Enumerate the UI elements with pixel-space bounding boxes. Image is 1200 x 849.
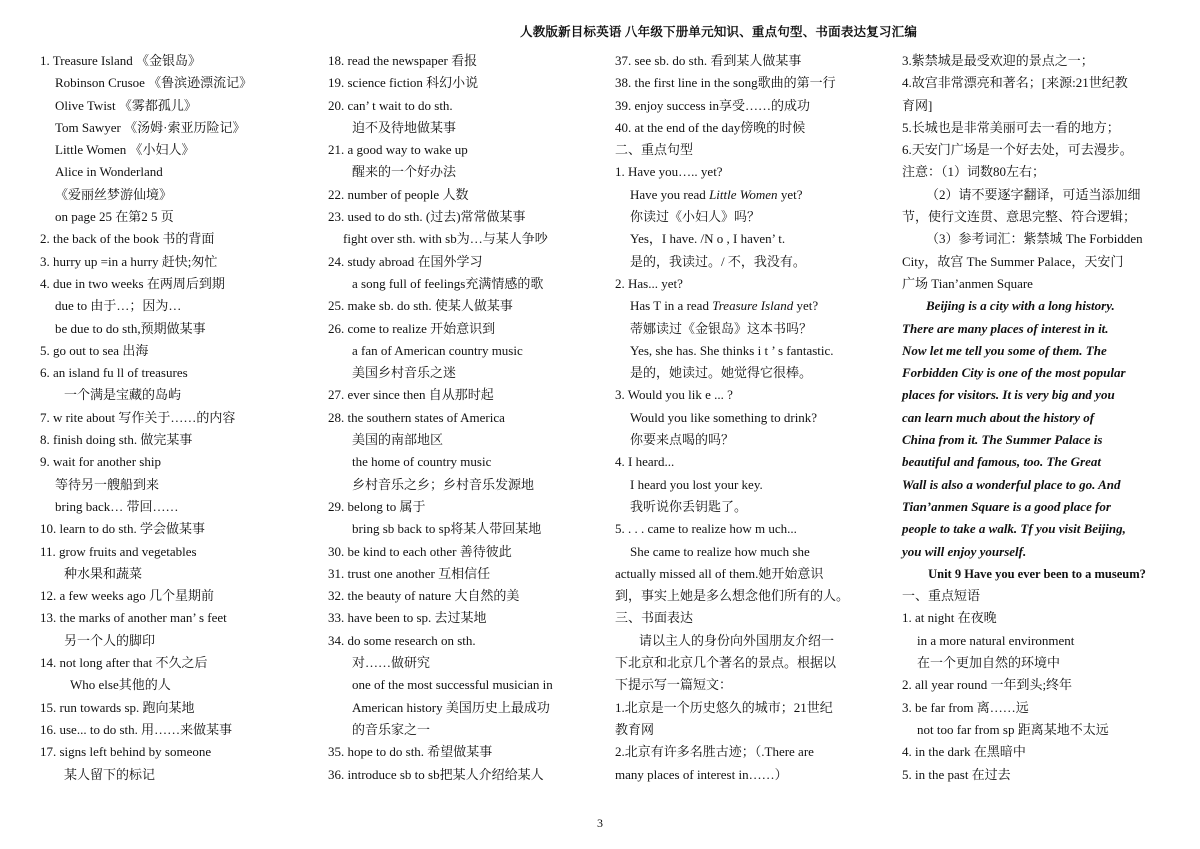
essay-line: people to take a walk. Tf you visit Beijing, — [902, 521, 1126, 537]
text-line: one of the most successful musician in — [352, 677, 553, 693]
text-line: 37. see sb. do sth. 看到某人做某事 — [615, 53, 802, 68]
text-line: due to 由于…；因为… — [55, 298, 182, 314]
text-line: 2.北京有许多名胜古迹；（.There are — [615, 744, 814, 760]
column-1 — [40, 50, 310, 786]
text-line: 6.天安门广场是一个好去处，可去漫步。 — [902, 142, 1133, 158]
text-line: 广场 Tian’anmen Square — [902, 275, 1033, 291]
text-line: Would you like something to drink? — [630, 409, 818, 425]
text-line: 14. not long after that 不久之后 — [40, 655, 208, 671]
text-line: 是的，我读过。/ 不，我没有。 — [630, 253, 806, 269]
text-line: 等待另一艘船到来 — [55, 476, 160, 492]
text-line: 1.北京是一个历史悠久的城市；21世纪 — [615, 699, 833, 715]
essay-line: There are many places of interest in it. — [902, 320, 1109, 336]
text-line: （3）参考词汇：紫禁城 The Forbidden — [926, 231, 1143, 247]
text-line: be due to do sth,预期做某事 — [55, 320, 206, 336]
text-line: 9. wait for another ship — [40, 454, 161, 470]
text-line: 《爱丽丝梦游仙境》 — [55, 186, 173, 202]
text-line: 20. can’ t wait to do sth. — [328, 97, 453, 113]
text-line: 迫不及待地做某事 — [352, 119, 457, 135]
text-line: 11. grow fruits and vegetables — [40, 543, 197, 559]
text-fragment: Has T in a read — [630, 298, 713, 314]
text-line: 注意：（1）词数80左右； — [902, 164, 1046, 180]
text-line: 2. all year round 一年到头;终年 — [902, 677, 1073, 693]
text-line: 10. learn to do sth. 学会做某事 — [40, 521, 206, 537]
text-line: the home of country music — [352, 454, 492, 470]
text-line: 美国的南部地区 — [352, 432, 444, 448]
text-line: 6. an island fu ll of treasures — [40, 365, 188, 381]
text-line: 美国乡村音乐之迷 — [352, 365, 457, 381]
essay-line: Beijing is a city with a long history. — [926, 298, 1115, 314]
text-line: 25. make sb. do sth. 使某人做某事 — [328, 298, 513, 314]
text-line: 7. w rite about 写作关于……的内容 — [40, 409, 236, 425]
text-line: 36. introduce sb to sb把某人介绍给某人 — [328, 766, 544, 782]
text-line: 5. in the past 在过去 — [902, 766, 1011, 782]
page-header: 人教版新目标英语 八年级下册单元知识、重点句型、书面表达复习汇编 — [520, 25, 918, 39]
essay-line: Tian’anmen Square is a good place for — [902, 498, 1111, 514]
text-line: 13. the marks of another man’ s feet — [40, 610, 227, 626]
text-line: 33. have been to sp. 去过某地 — [328, 610, 487, 626]
column-3 — [615, 50, 890, 786]
text-fragment: yet? — [777, 186, 803, 202]
text-line: many places of interest in……） — [615, 766, 788, 782]
text-line: Who else其他的人 — [70, 677, 171, 693]
text-line: 12. a few weeks ago 几个星期前 — [40, 588, 215, 604]
text-fragment: Have you read — [630, 186, 710, 202]
text-line: 5.长城也是非常美丽可去一看的地方； — [902, 119, 1120, 135]
text-line: （2）请不要逐字翻译，可适当添加细 — [926, 186, 1141, 202]
text-line: 15. run towards sp. 跑向某地 — [40, 699, 195, 715]
text-line: a song full of feelings充满情感的歌 — [352, 275, 544, 291]
text-line: a fan of American country music — [352, 342, 523, 358]
text-line — [615, 184, 890, 206]
text-line: 27. ever since then 自从那时起 — [328, 387, 494, 403]
text-line: fight over sth. with sb为…与某人争吵 — [343, 231, 548, 247]
text-line: 4. I heard... — [615, 454, 675, 470]
text-line: 19. science fiction 科幻小说 — [328, 75, 479, 91]
text-line: Olive Twist 《雾都孤儿》 — [55, 97, 197, 113]
text-line: 40. at the end of the day傍晚的时候 — [615, 119, 806, 135]
essay-line: China from it. The Summer Palace is — [902, 432, 1103, 448]
text-line: 你要来点喝的吗？ — [630, 432, 735, 448]
text-line: 乡村音乐之乡；乡村音乐发源地 — [352, 476, 535, 492]
text-line: Tom Sawyer 《汤姆·索亚历险记》 — [55, 119, 246, 135]
text-line: 1. Have you….. yet? — [615, 164, 723, 180]
text-line: 5. . . . came to realize how m uch... — [615, 521, 797, 537]
text-line: bring sb back to sp将某人带回某地 — [352, 521, 542, 537]
text-line: Robinson Crusoe 《鲁滨逊漂流记》 — [55, 75, 253, 91]
text-line: She came to realize how much she — [630, 543, 810, 559]
text-line: 到，事实上她是多么想念他们所有的人。 — [615, 588, 850, 604]
text-line — [615, 295, 890, 317]
text-line: American history 美国历史上最成功 — [352, 699, 550, 715]
text-line: 下提示写一篇短文： — [615, 677, 733, 693]
essay-line: you will enjoy yourself. — [902, 543, 1027, 559]
text-line: 下北京和北京几个著名的景点。根据以 — [615, 655, 837, 671]
text-line: 32. the beauty of nature 大自然的美 — [328, 588, 520, 604]
text-line: 22. number of people 人数 — [328, 186, 469, 202]
unit-title: Unit 9 Have you ever been to a museum? — [928, 566, 1146, 581]
text-line: on page 25 在第2 5 页 — [55, 209, 174, 225]
text-line: 醒来的一个好办法 — [352, 164, 457, 180]
text-line: 2. Has... yet? — [615, 275, 683, 291]
section-heading: 二、重点句型 — [615, 142, 694, 158]
text-line: 3. hurry up =in a hurry 赶快;匆忙 — [40, 253, 218, 269]
text-line: 我听说你丢钥匙了。 — [630, 498, 748, 514]
section-heading: 三、书面表达 — [615, 610, 694, 626]
text-line: 18. read the newspaper 看报 — [328, 53, 478, 68]
text-line: 2. the back of the book 书的背面 — [40, 231, 215, 247]
section-heading: 一、重点短语 — [902, 588, 981, 604]
essay-line: can learn much about the history of — [902, 409, 1095, 425]
text-line: I heard you lost your key. — [630, 476, 763, 492]
text-line: 的音乐家之一 — [352, 721, 431, 737]
text-line: 28. the southern states of America — [328, 409, 505, 425]
text-line: 38. the first line in the song歌曲的第一行 — [615, 75, 836, 91]
text-line: 1. at night 在夜晚 — [902, 610, 997, 626]
column-4 — [902, 50, 1172, 786]
text-fragment: yet? — [793, 298, 819, 314]
essay-line: Forbidden City is one of the most popular — [902, 365, 1126, 381]
text-line: 在一个更加自然的环境中 — [917, 655, 1061, 671]
text-line: 31. trust one another 互相信任 — [328, 565, 491, 581]
text-line: Yes，I have. /N o , I haven’ t. — [630, 231, 786, 247]
text-line: 教育网 — [615, 721, 655, 737]
essay-line: beautiful and famous, too. The Great — [902, 454, 1101, 470]
book-title: Little Women — [709, 186, 778, 202]
text-line: 蒂娜读过《金银岛》这本书吗？ — [630, 320, 813, 336]
text-line: 24. study abroad 在国外学习 — [328, 253, 483, 269]
text-line: 节，使行文连贯、意思完整、符合逻辑； — [902, 209, 1137, 225]
text-line: 35. hope to do sth. 希望做某事 — [328, 744, 493, 760]
text-line: in a more natural environment — [917, 632, 1075, 648]
text-line: 种水果和蔬菜 — [64, 565, 143, 581]
text-line: 29. belong to 属于 — [328, 498, 426, 514]
text-line: 4.故宫非常漂亮和著名；[来源:21世纪教 — [902, 75, 1128, 91]
essay-line: Now let me tell you some of them. The — [902, 342, 1107, 358]
text-line: 30. be kind to each other 善待彼此 — [328, 543, 512, 559]
page-number: 3 — [597, 816, 603, 830]
text-line: 4. in the dark 在黑暗中 — [902, 744, 1026, 760]
text-line: Alice in Wonderland — [55, 164, 163, 180]
text-line: 21. a good way to wake up — [328, 142, 468, 158]
text-line: 3. be far from 离……远 — [902, 699, 1029, 715]
text-line: actually missed all of them.她开始意识 — [615, 565, 824, 581]
text-line: 对……做研究 — [352, 655, 431, 671]
text-line: 3.紫禁城是最受欢迎的景点之一； — [902, 53, 1094, 68]
text-line: 34. do some research on sth. — [328, 632, 476, 648]
text-line: not too far from sp 距离某地不太远 — [917, 721, 1109, 737]
book-title: Treasure Island — [712, 298, 794, 314]
text-line: 4. due in two weeks 在两周后到期 — [40, 275, 225, 291]
text-line: 5. go out to sea 出海 — [40, 342, 149, 358]
text-line: Yes, she has. She thinks i t ’ s fantastic. — [630, 342, 834, 358]
essay-line: Wall is also a wonderful place to go. And — [902, 476, 1121, 492]
text-line: 另一个人的脚印 — [64, 632, 156, 648]
text-line: 8. finish doing sth. 做完某事 — [40, 432, 193, 448]
text-line: 16. use... to do sth. 用……来做某事 — [40, 721, 233, 737]
text-line: 育网] — [902, 97, 933, 113]
text-line: 请以主人的身份向外国朋友介绍一 — [639, 632, 835, 648]
column-2 — [328, 50, 603, 786]
text-line: 你读过《小妇人》吗？ — [630, 209, 761, 225]
essay-line: places for visitors. It is very big and you — [902, 387, 1115, 403]
text-line: bring back… 带回…… — [55, 498, 179, 514]
text-line: Little Women 《小妇人》 — [55, 142, 195, 158]
text-line: 3. Would you lik e ... ? — [615, 387, 733, 403]
text-line: 26. come to realize 开始意识到 — [328, 320, 496, 336]
text-line: 23. used to do sth. (过去)常常做某事 — [328, 209, 526, 225]
text-line: 是的，她读过。她觉得它很棒。 — [630, 365, 813, 381]
text-line: 某人留下的标记 — [64, 766, 156, 782]
text-line: 一个满是宝藏的岛屿 — [64, 387, 182, 403]
text-line: 39. enjoy success in享受……的成功 — [615, 97, 810, 113]
text-line: 17. signs left behind by someone — [40, 744, 212, 760]
text-line: City，故宫 The Summer Palace，天安门 — [902, 253, 1124, 269]
text-line: 1. Treasure Island 《金银岛》 — [40, 53, 202, 68]
